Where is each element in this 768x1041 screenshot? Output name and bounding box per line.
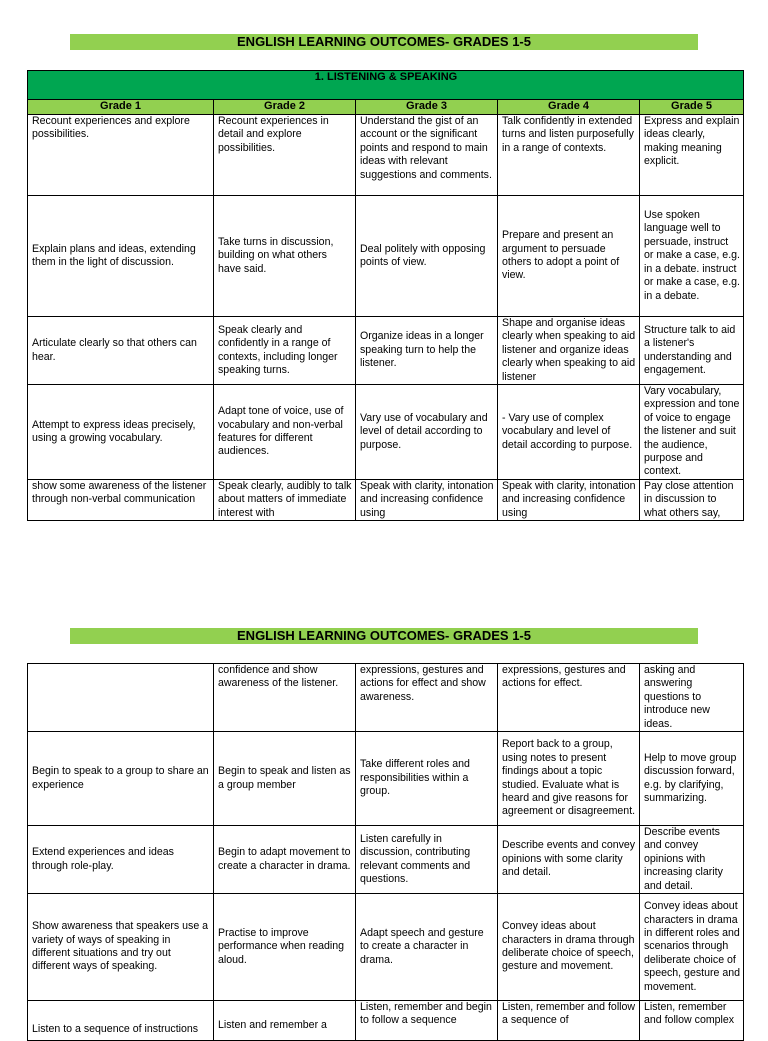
table-row [28,385,744,480]
table-cell: Begin to speak and listen as a group member [214,732,356,826]
table-cell: confidence and show awareness of the listener. [214,664,356,732]
table-cell: Take different roles and responsibilities within a group. [356,732,498,826]
table-cell: Listen carefully in discussion, contributing relevant comments and questions. [356,826,498,894]
table-cell: Describe events and convey opinions with increasing clarity and detail. [640,826,744,894]
table-cell: - Vary use of complex vocabulary and level of detail according to purpose. [498,385,640,480]
table-cell: Speak clearly and confidently in a range of contexts, including longer speaking turns. [214,317,356,385]
table-cell: show some awareness of the listener through non-verbal communication [28,479,214,520]
table-cell: expressions, gestures and actions for effect. [498,664,640,732]
document-title-banner: ENGLISH LEARNING OUTCOMES- GRADES 1-5 [70,628,698,644]
table-cell: Begin to adapt movement to create a character in drama. [214,826,356,894]
outcomes-table-page-1 [27,70,744,521]
table-row [28,479,744,520]
grade-header: Grade 5 [640,100,744,115]
table-row [28,115,744,196]
table-cell: Report back to a group, using notes to present findings about a topic studied. Evaluate what is heard and give reasons for agreement or disagreement. [498,732,640,826]
table-cell: Show awareness that speakers use a variety of ways of speaking in different situations and try out different ways of speaking. [28,894,214,1001]
grade-header: Grade 3 [356,100,498,115]
table-cell: Speak with clarity, intonation and increasing confidence using [356,479,498,520]
table-row [28,826,744,894]
table-cell: Shape and organise ideas clearly when speaking to aid listener and organize ideas clearly when speaking to aid listener [498,317,640,385]
table-cell: Convey ideas about characters in drama through deliberate choice of speech, gesture and movement. [498,894,640,1001]
table-row [28,894,744,1001]
table-cell: Extend experiences and ideas through role-play. [28,826,214,894]
table-cell: Listen, remember and follow complex [640,1001,744,1041]
table-cell: Adapt tone of voice, use of vocabulary and non-verbal features for different audiences. [214,385,356,480]
document-title-banner: ENGLISH LEARNING OUTCOMES- GRADES 1-5 [70,34,698,50]
table-cell: Listen and remember a [214,1001,356,1041]
table-row [28,664,744,732]
table-cell: Pay close attention in discussion to what others say, [640,479,744,520]
table-cell: Use spoken language well to persuade, instruct or make a case, e.g. in a debate. instruct or make a case, e.g. in a debate. [640,196,744,317]
table-cell: Prepare and present an argument to persuade others to adopt a point of view. [498,196,640,317]
table-row [28,317,744,385]
table-cell: Recount experiences in detail and explore possibilities. [214,115,356,196]
table-cell: expressions, gestures and actions for effect and show awareness. [356,664,498,732]
table-cell: Articulate clearly so that others can hear. [28,317,214,385]
section-title: 1. LISTENING & SPEAKING [28,71,744,100]
table-cell: Recount experiences and explore possibilities. [28,115,214,196]
table-cell: Take turns in discussion, building on what others have said. [214,196,356,317]
table-row [28,196,744,317]
table-row [28,732,744,826]
table-cell: Listen to a sequence of instructions [28,1001,214,1041]
table-cell: Convey ideas about characters in drama in different roles and scenarios through deliberate choice of speech, gesture and movement. [640,894,744,1001]
table-cell: Organize ideas in a longer speaking turn to help the listener. [356,317,498,385]
table-cell: Express and explain ideas clearly, making meaning explicit. [640,115,744,196]
table-cell: Structure talk to aid a listener's understanding and engagement. [640,317,744,385]
table-cell: Understand the gist of an account or the significant points and respond to main ideas with relevant suggestions and comments. [356,115,498,196]
table-cell: Deal politely with opposing points of view. [356,196,498,317]
table-cell: Help to move group discussion forward, e.g. by clarifying, summarizing. [640,732,744,826]
table-cell: Vary vocabulary, expression and tone of voice to engage the listener and suit the audience, purpose and context. [640,385,744,480]
table-cell: Begin to speak to a group to share an experience [28,732,214,826]
section-title-row [28,71,744,100]
table-cell: Explain plans and ideas, extending them in the light of discussion. [28,196,214,317]
table-cell: Listen, remember and follow a sequence of [498,1001,640,1041]
table-cell: Practise to improve performance when reading aloud. [214,894,356,1001]
table-cell: Attempt to express ideas precisely, using a growing vocabulary. [28,385,214,480]
grade-header: Grade 1 [28,100,214,115]
table-cell: Describe events and convey opinions with some clarity and detail. [498,826,640,894]
table-cell: Talk confidently in extended turns and listen purposefully in a range of contexts. [498,115,640,196]
table-cell: asking and answering questions to introduce new ideas. [640,664,744,732]
grade-header: Grade 2 [214,100,356,115]
table-cell: Adapt speech and gesture to create a character in drama. [356,894,498,1001]
table-cell: Listen, remember and begin to follow a sequence [356,1001,498,1041]
table-cell: Speak with clarity, intonation and increasing confidence using [498,479,640,520]
grade-header: Grade 4 [498,100,640,115]
outcomes-table-page-2 [27,663,744,1041]
table-cell: Speak clearly, audibly to talk about matters of immediate interest with [214,479,356,520]
table-cell: Vary use of vocabulary and level of detail according to purpose. [356,385,498,480]
grade-header-row [28,100,744,115]
table-row [28,1001,744,1041]
table-cell [28,664,214,732]
